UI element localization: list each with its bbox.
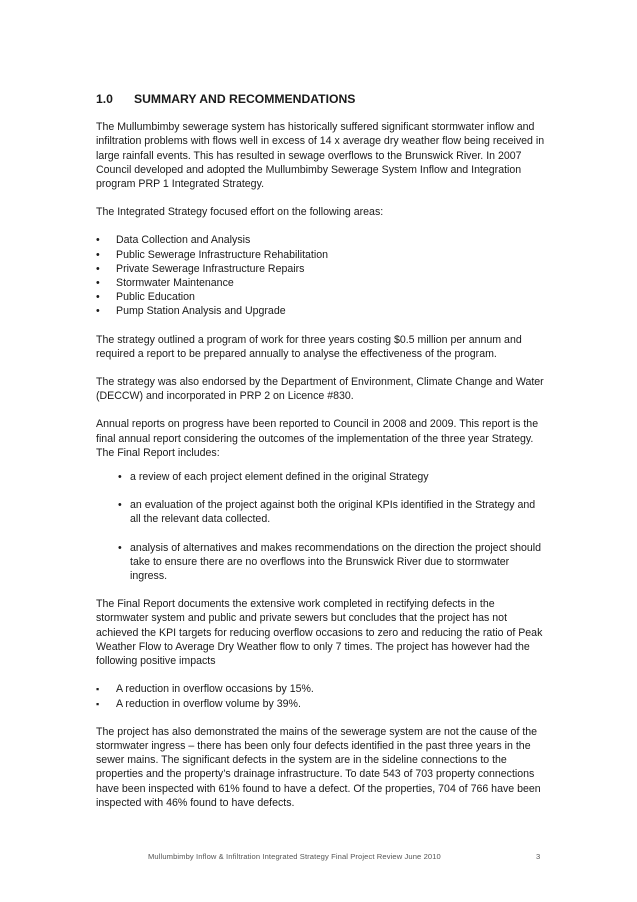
- positive-impacts-list: [96, 682, 546, 710]
- paragraph-intro: The Mullumbimby sewerage system has historically suffered significant stormwater inflow and infiltration problems with flows well in excess of 14 x average dry weather flow being received in large rainfall events. This has resulted in sewage overflows to the Brunswick River. In 2007 Council developed and adopted the Mullumbimby Sewerage System Inflow and Integration program PRP 1 Integrated Strategy.: [96, 121, 545, 191]
- page-content: [96, 92, 546, 824]
- list-item: ▪ A reduction in overflow volume by 39%.: [96, 697, 546, 711]
- paragraph-focus-lead: The Integrated Strategy focused effort on the following areas:: [96, 206, 384, 219]
- list-item: • Stormwater Maintenance: [96, 276, 546, 290]
- list-item: • Data Collection and Analysis: [96, 233, 546, 247]
- paragraph-final-report: The Final Report documents the extensive work completed in rectifying defects in the stormwater system and public and private sewers but concludes that the project has not achieved the KPI targets for reducing overflow occasions to zero and reducing the ratio of Peak Weather Flow to Average Dry Weather flow to only 7 times. The project has however had the following positive impacts: [96, 598, 543, 668]
- page-footer: Mullumbimby Inflow & Infiltration Integrated Strategy Final Project Review June 2010: [148, 852, 441, 861]
- list-item: • Public Sewerage Infrastructure Rehabilitation: [96, 248, 546, 262]
- paragraph-deccw: The strategy was also endorsed by the Department of Environment, Climate Change and Water (DECCW) and incorporated in PRP 2 on Licence #830.: [96, 376, 544, 403]
- paragraph-program-cost: The strategy outlined a program of work for three years costing $0.5 million per annum and required a report to be prepared annually to analyse the effectiveness of the program.: [96, 333, 522, 360]
- report-includes-list: [96, 470, 546, 583]
- list-item: • Pump Station Analysis and Upgrade: [96, 304, 546, 318]
- section-heading: [96, 92, 546, 106]
- paragraph-annual-reports: Annual reports on progress have been reported to Council in 2008 and 2009. This report is the final annual report considering the outcomes of the implementation of the three year Strategy. The Final Report includes:: [96, 418, 539, 459]
- list-item: • Public Education: [96, 290, 546, 304]
- focus-areas-list: [96, 233, 546, 318]
- list-item: • analysis of alternatives and makes recommendations on the direction the project should take to ensure there are no overflows into the Brunswick River due to stormwater ingress.: [118, 541, 546, 584]
- list-item: • Private Sewerage Infrastructure Repairs: [96, 262, 546, 276]
- list-item: • a review of each project element defined in the original Strategy: [118, 470, 546, 484]
- section-title: SUMMARY AND RECOMMENDATIONS: [134, 92, 356, 106]
- list-item: ▪ A reduction in overflow occasions by 15%.: [96, 682, 546, 696]
- page-number: 3: [536, 852, 541, 861]
- section-number: 1.0: [96, 92, 113, 106]
- paragraph-demonstrated: The project has also demonstrated the mains of the sewerage system are not the cause of the stormwater ingress – there has been only four defects identified in the past three years in the sewer mains. The significant defects in the system are in the sideline connections to the properties and the property’s drainage infrastructure. To date 543 of 703 property connections have been inspected with 61% found to have a defect. Of the properties, 704 of 766 have been inspected with 46% found to have defects.: [96, 725, 541, 809]
- list-item: • an evaluation of the project against both the original KPIs identified in the Strategy and all the relevant data collected.: [118, 498, 546, 526]
